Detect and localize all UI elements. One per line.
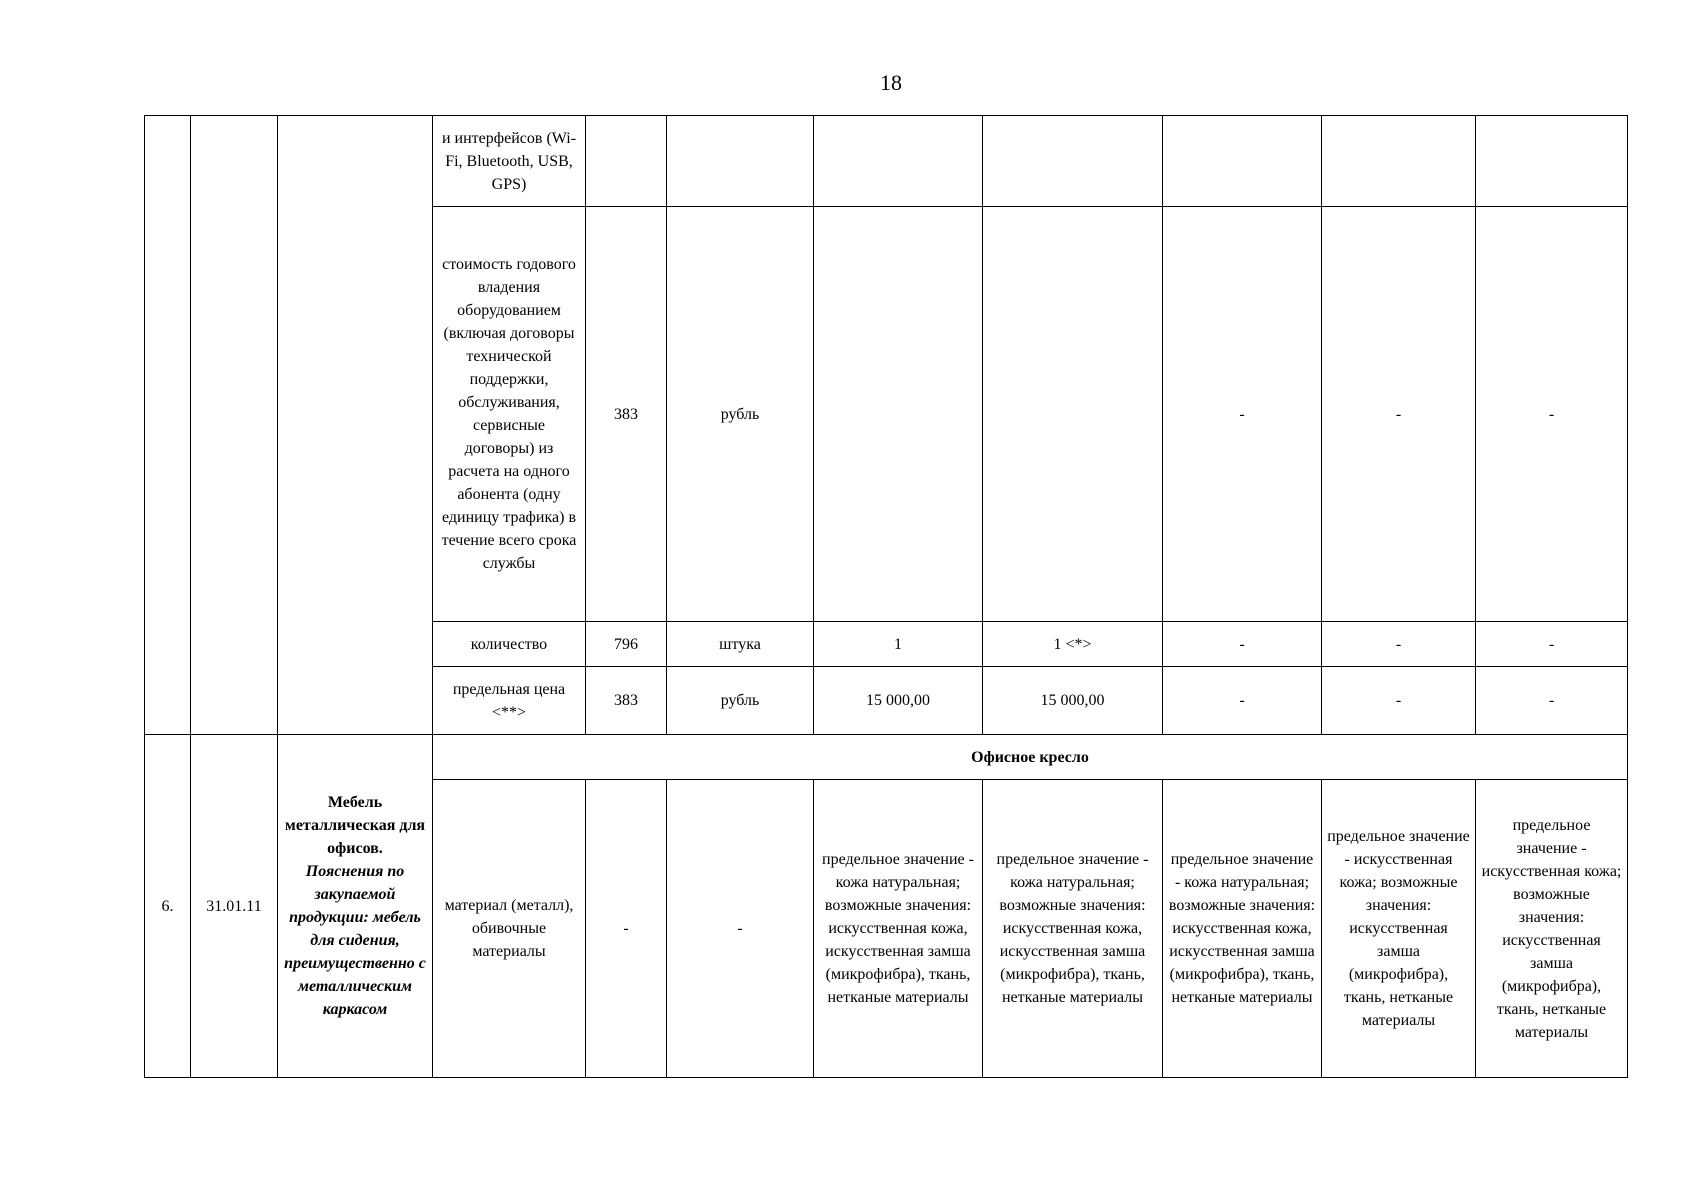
value-cell (1322, 116, 1476, 207)
value-cell: - (1476, 207, 1628, 622)
unit-cell: - (667, 780, 814, 1078)
value-cell: предельное значение - кожа натуральная; возможные значения: искусственная кожа, искусственная замша (микрофибра), ткань, нетканые материалы (1163, 780, 1322, 1078)
value-cell: предельное значение - кожа натуральная; возможные значения: искусственная кожа, искусственная замша (микрофибра), ткань, нетканые материалы (814, 780, 983, 1078)
value-cell: - (1476, 667, 1628, 735)
name-cell-empty (278, 116, 433, 735)
value-cell: - (1322, 667, 1476, 735)
value-cell: предельное значение - искусственная кожа; возможные значения: искусственная замша (микрофибра), ткань, нетканые материалы (1322, 780, 1476, 1078)
characteristic-cell: предельная цена <**> (433, 667, 586, 735)
unit-cell: рубль (667, 207, 814, 622)
okpd-code-cell: 31.01.11 (191, 735, 278, 1078)
value-cell (1163, 116, 1322, 207)
item-name-bold: Мебель металлическая для офисов. (284, 794, 426, 857)
num-cell-empty (145, 116, 191, 735)
value-cell: 15 000,00 (814, 667, 983, 735)
requirements-table (144, 115, 1628, 1078)
code-cell (586, 116, 667, 207)
item-number-cell: 6. (145, 735, 191, 1078)
table-row (145, 735, 1628, 780)
value-cell: 1 <*> (983, 622, 1163, 667)
code-cell: 796 (586, 622, 667, 667)
item-name-cell (278, 735, 433, 1078)
value-cell (1476, 116, 1628, 207)
code-cell: - (586, 780, 667, 1078)
characteristic-text: стоимость годового владения оборудованием (включая договоры технической поддержки, обслуживания, сервисные договоры) из расчета на одного абонента (одну единицу трафика) в течение всего срока службы (441, 256, 577, 572)
value-cell: - (1322, 622, 1476, 667)
characteristic-cell (433, 116, 586, 207)
value-cell: 15 000,00 (983, 667, 1163, 735)
subheading-cell: Офисное кресло (433, 735, 1628, 780)
okpd-cell-empty (191, 116, 278, 735)
code-cell: 383 (586, 207, 667, 622)
item-name-explanation: Пояснения по закупаемой продукции: мебель для сидения, преимущественно с металлическим каркасом (284, 863, 426, 1018)
value-cell: - (1163, 622, 1322, 667)
value-cell: - (1476, 622, 1628, 667)
table-row (145, 116, 1628, 207)
characteristic-cell (433, 207, 586, 622)
value-cell: предельное значение - искусственная кожа; возможные значения: искусственная замша (микрофибра), ткань, нетканые материалы (1476, 780, 1628, 1078)
characteristic-cell: количество (433, 622, 586, 667)
value-cell (983, 207, 1163, 622)
value-cell: - (1163, 667, 1322, 735)
value-cell: 1 (814, 622, 983, 667)
characteristic-text: и интерфейсов (Wi-Fi, Bluetooth, USB, GPS) (441, 129, 577, 193)
characteristic-cell: материал (металл), обивочные материалы (433, 780, 586, 1078)
unit-cell: штука (667, 622, 814, 667)
unit-cell (667, 116, 814, 207)
page-number: 18 (880, 70, 902, 95)
value-cell (814, 116, 983, 207)
value-cell: предельное значение - кожа натуральная; возможные значения: искусственная кожа, искусственная замша (микрофибра), ткань, нетканые материалы (983, 780, 1163, 1078)
code-cell: 383 (586, 667, 667, 735)
value-cell: - (1322, 207, 1476, 622)
value-cell (983, 116, 1163, 207)
value-cell: - (1163, 207, 1322, 622)
unit-cell: рубль (667, 667, 814, 735)
value-cell (814, 207, 983, 622)
